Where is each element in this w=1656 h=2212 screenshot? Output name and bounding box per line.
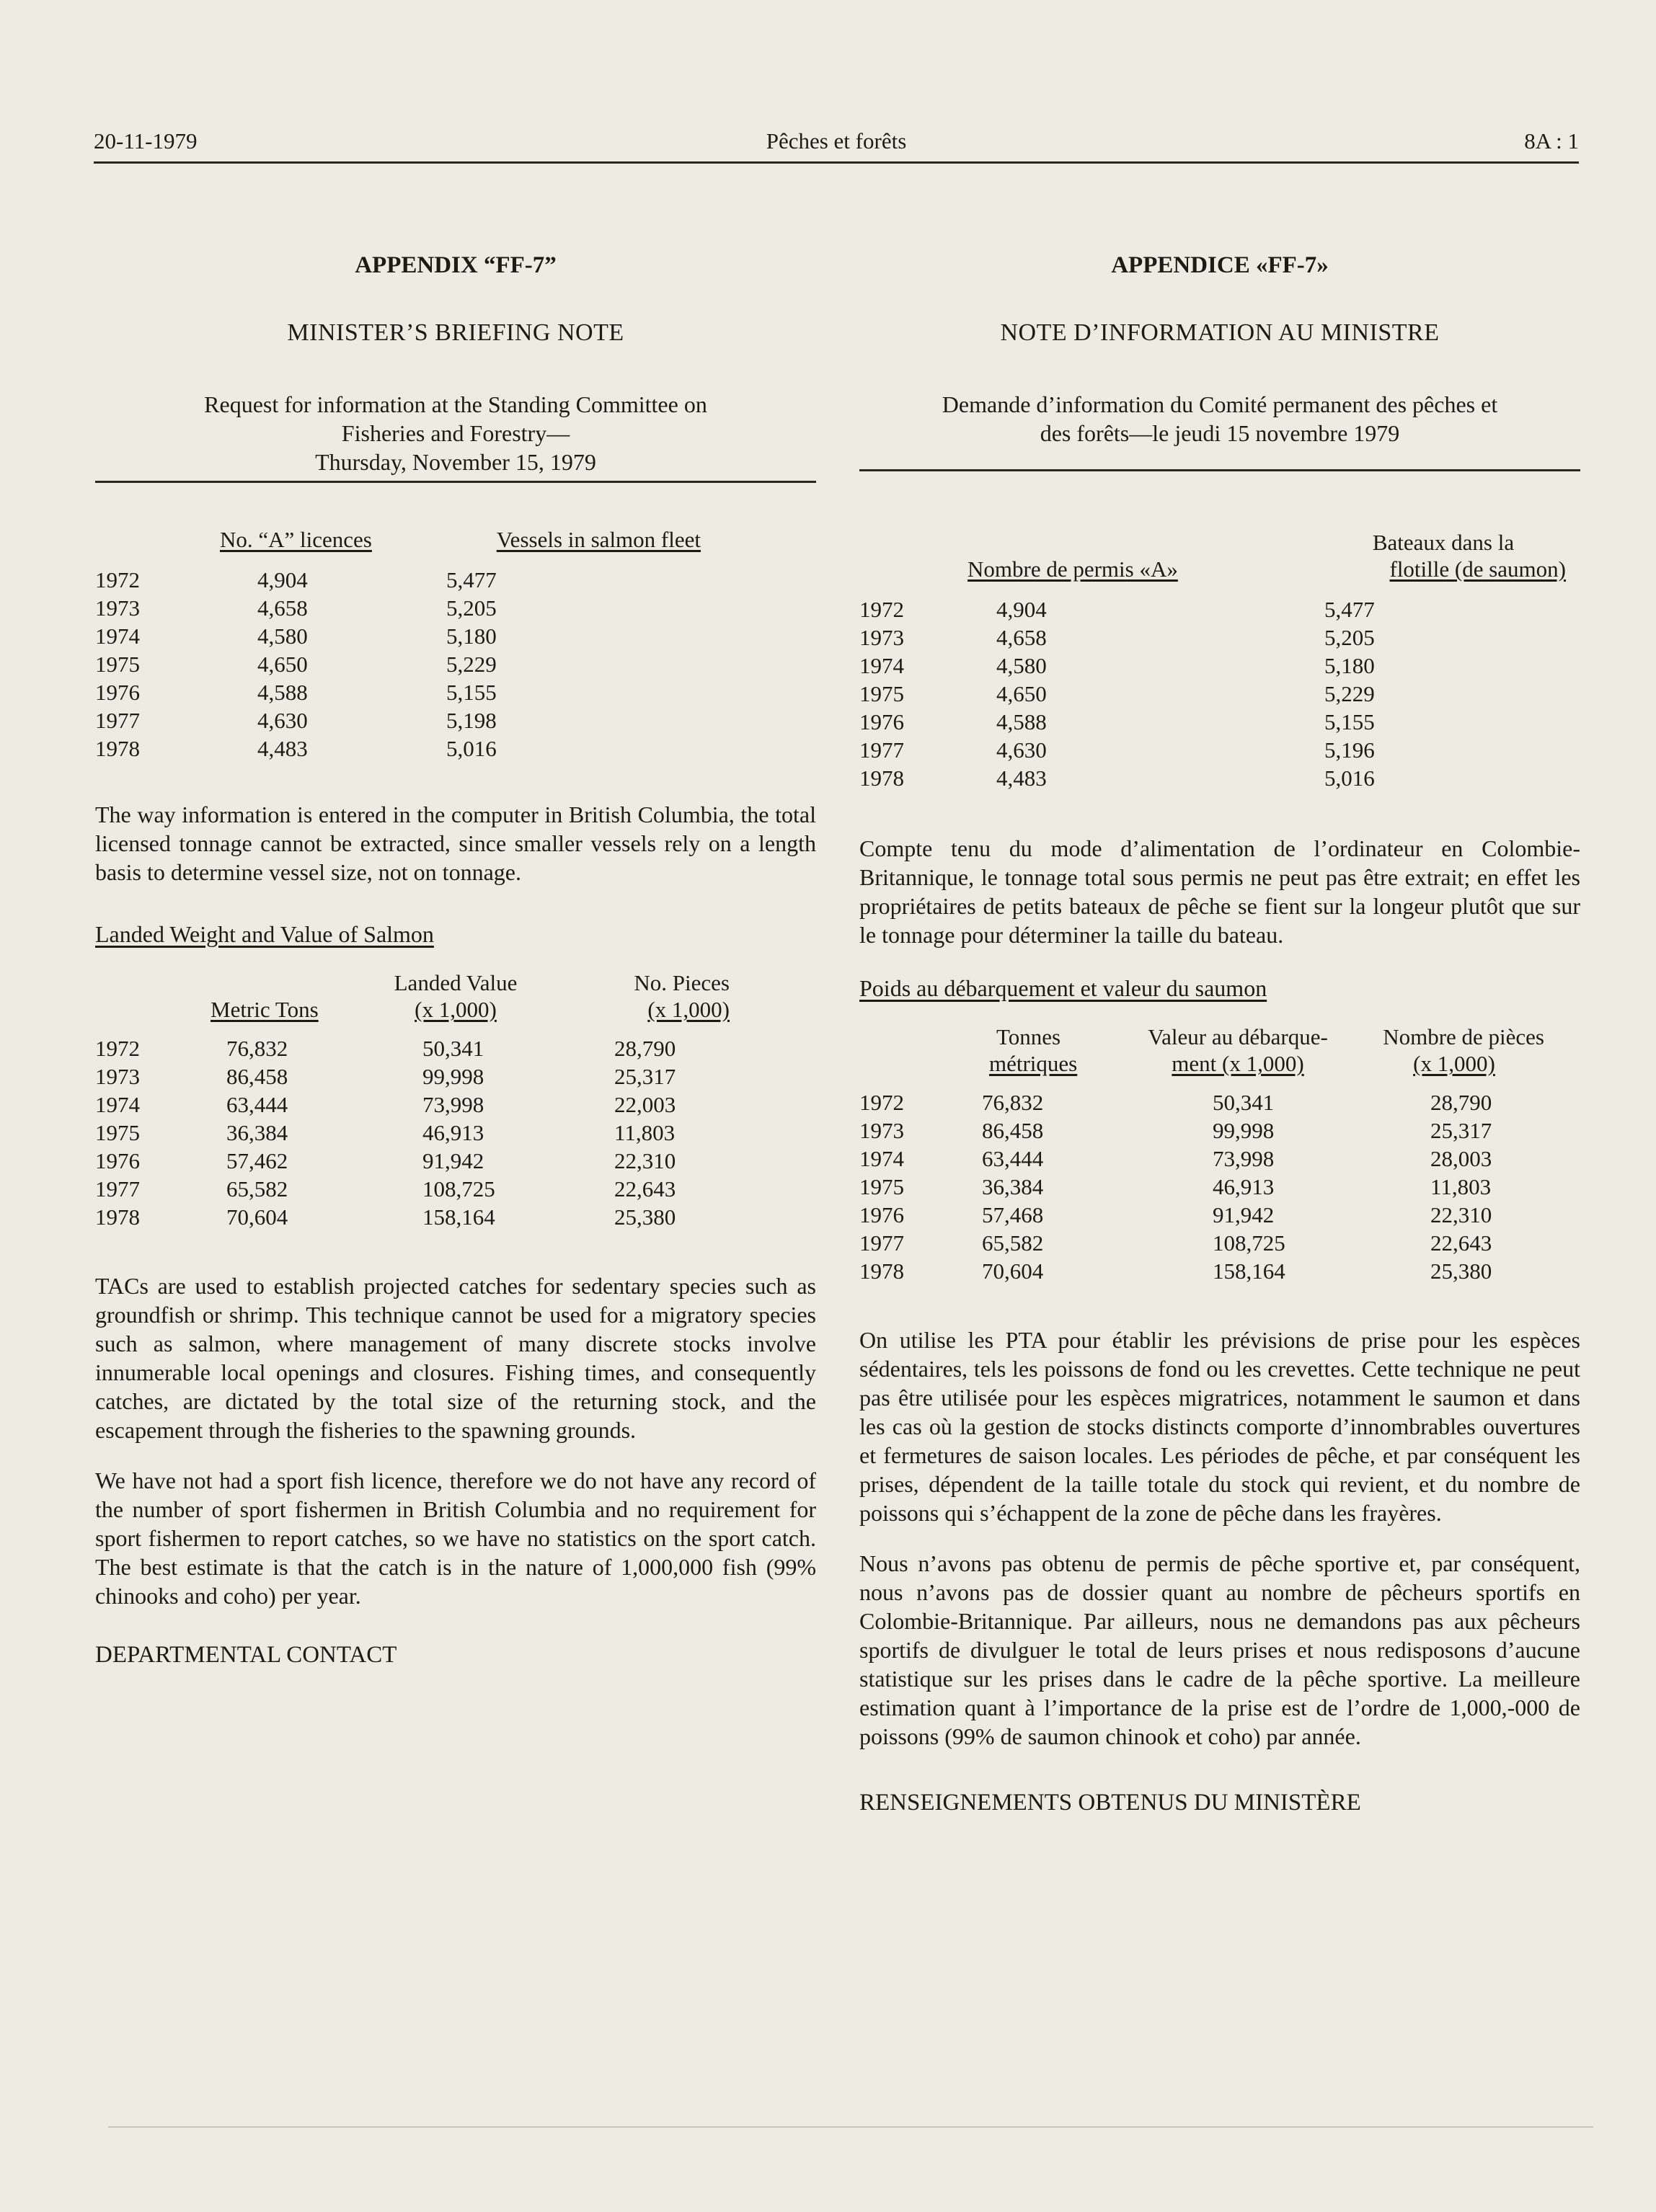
table-row [859, 595, 1566, 623]
year-cell: 1976 [95, 680, 140, 705]
landed-table [95, 969, 751, 1231]
tons-cell: 70,604 [226, 1204, 288, 1230]
pieces-cell: 25,380 [1430, 1258, 1492, 1284]
licences-cell: 4,580 [257, 623, 308, 649]
year-cell: 1975 [859, 1174, 904, 1199]
english-column [95, 252, 816, 1669]
paragraph-tonnage: The way information is entered in the computer in British Columbia, the total licensed tonnage cannot be extracted, since smaller vessels rely on a length basis to determine vessel size, not on tonnage. [95, 801, 816, 885]
licences-cell: 4,588 [257, 680, 308, 705]
request-line: des forêts—le jeudi 15 novembre 1979 [1040, 420, 1400, 446]
bateaux-cell: 5,477 [1324, 597, 1375, 622]
table-row [95, 1091, 751, 1119]
licences-cell: 4,630 [257, 708, 308, 733]
year-cell: 1976 [859, 709, 904, 734]
page-header [94, 124, 1579, 164]
tons-cell: 57,468 [982, 1202, 1044, 1227]
bateaux-cell: 5,016 [1324, 765, 1375, 791]
french-column [859, 252, 1580, 1816]
header-permis: Nombre de permis «A» [968, 556, 1178, 582]
landed-heading [95, 921, 816, 948]
landed-table [859, 1023, 1544, 1285]
briefing-title: NOTE D’INFORMATION AU MINISTRE [1000, 319, 1440, 346]
pieces-cell: 22,310 [1430, 1202, 1492, 1227]
departmental-contact: DEPARTMENTAL CONTACT [95, 1642, 397, 1668]
header-tonnes-line2: métriques [989, 1051, 1078, 1076]
table-row [95, 1062, 751, 1091]
table-header [1213, 529, 1566, 595]
licences-cell: 4,904 [257, 567, 308, 592]
table-row [859, 623, 1566, 652]
header-date: 20-11-1979 [94, 128, 198, 154]
vessels-cell: 5,180 [446, 623, 497, 649]
request-line: Request for information at the Standing Committee on [204, 391, 707, 417]
table-row [859, 1116, 1544, 1145]
paragraph-sport: Nous n’avons pas obtenu de permis de pêche sportive et, par conséquent, nous n’avons pas de dossier quant au nombre de pêcheurs sportifs en Colombie-Britannique. Par ailleurs, nous ne demandons pas aux pêcheurs sportifs de divulguer le total de leurs prises et nous redisposons d’aucune statistique sur les prises dans le cadre de la pêche sportive. La meilleure estimation quant à l’importance de la prise est de l’ordre de 1,000,-000 de poissons (99% de saumon chinook et coho) par année. [859, 1550, 1580, 1749]
departmental-contact: RENSEIGNEMENTS OBTENUS DU MINISTÈRE [859, 1790, 1361, 1816]
header-page-number: 8A : 1 [1524, 128, 1579, 154]
vessels-cell: 5,229 [446, 652, 497, 677]
table-row [95, 566, 701, 594]
table-header [982, 1023, 1112, 1088]
permis-cell: 4,650 [996, 681, 1047, 706]
year-cell: 1976 [95, 1148, 140, 1173]
paragraph-tonnage: Compte tenu du mode d’alimentation de l’ordinateur en Colombie-Britannique, le tonnage total sous permis ne peut pas être extrait; en effet les propriétaires de petits bateaux de pêche se fient sur la longeur plutôt que sur le tonnage pour déterminer la taille du bateau. [859, 835, 1580, 948]
permis-cell: 4,483 [996, 765, 1047, 791]
tons-cell: 70,604 [982, 1258, 1044, 1284]
year-cell: 1973 [859, 625, 904, 650]
value-cell: 158,164 [422, 1204, 495, 1230]
table-header [1364, 1023, 1544, 1088]
header-vessels: Vessels in salmon fleet [496, 527, 701, 552]
request-block [95, 390, 816, 483]
year-cell: 1972 [859, 597, 904, 622]
table-header-row [859, 1023, 1544, 1088]
table-row [859, 764, 1566, 792]
header-pieces-unit: (x 1,000) [647, 997, 730, 1022]
pieces-cell: 28,790 [1430, 1090, 1492, 1115]
value-cell: 99,998 [1213, 1118, 1275, 1143]
request-block [859, 390, 1580, 471]
table-row [859, 652, 1566, 680]
year-cell: 1972 [859, 1090, 904, 1115]
table-row [95, 650, 701, 678]
year-cell: 1976 [859, 1202, 904, 1227]
pieces-cell: 11,803 [1430, 1174, 1492, 1199]
value-cell: 99,998 [422, 1064, 484, 1089]
value-cell: 91,942 [1213, 1202, 1275, 1227]
tons-cell: 76,832 [982, 1090, 1044, 1115]
table-row [95, 1175, 751, 1203]
pieces-cell: 22,310 [614, 1148, 676, 1173]
year-cell: 1972 [95, 1036, 140, 1061]
table-header-year [95, 526, 239, 566]
bateaux-cell: 5,196 [1324, 737, 1375, 763]
pieces-cell: 25,317 [1430, 1118, 1492, 1143]
bateaux-cell: 5,205 [1324, 625, 1375, 650]
tons-cell: 65,582 [982, 1230, 1044, 1256]
table-row [95, 1203, 751, 1231]
paragraph-pta: On utilise les PTA pour établir les prévisions de prise pour les espèces sédentaires, tels les poissons de fond ou les crevettes. Cette technique ne peut pas être utilisée pour les espèces migratrices, notamment le saumon et dans les cas où la gestion de stocks distincts comporte d’innombrables ouvertures et fermetures de saison locales. Les périodes de pêche, et par conséquent les prises, dépendent de la taille totale du stock qui revient, et du nombre de poissons qui s’échappent de la zone de pêche dans les frayères. [859, 1327, 1580, 1526]
table-header-row [859, 529, 1566, 595]
briefing-title: MINISTER’S BRIEFING NOTE [287, 319, 624, 346]
year-cell: 1972 [95, 567, 140, 592]
table-row [859, 680, 1566, 708]
landed-heading-text: Poids au débarquement et valeur du saumon [859, 975, 1267, 1001]
tons-cell: 86,458 [226, 1064, 288, 1089]
request-line: Demande d’information du Comité permanent des pêches et [942, 391, 1498, 417]
table-header [968, 529, 1213, 595]
table-header [376, 526, 701, 566]
value-cell: 108,725 [422, 1176, 495, 1202]
year-cell: 1978 [859, 765, 904, 791]
table-row [95, 622, 701, 650]
header-tonnes: Tonnes [996, 1024, 1061, 1049]
header-title: Pêches et forêts [766, 128, 907, 154]
value-cell: 158,164 [1213, 1258, 1285, 1284]
year-cell: 1978 [95, 1204, 140, 1230]
request-line: Fisheries and Forestry— [341, 420, 570, 446]
licences-table [95, 526, 701, 763]
landed-heading-text: Landed Weight and Value of Salmon [95, 921, 434, 947]
pieces-cell: 22,003 [614, 1092, 676, 1117]
permis-cell: 4,904 [996, 597, 1047, 622]
header-bateaux-line2: flotille (de saumon) [1389, 556, 1566, 582]
tons-cell: 57,462 [226, 1148, 288, 1173]
table-header [1112, 1023, 1364, 1088]
tons-cell: 86,458 [982, 1118, 1044, 1143]
permis-cell: 4,658 [996, 625, 1047, 650]
bateaux-cell: 5,155 [1324, 709, 1375, 734]
year-cell: 1977 [95, 708, 140, 733]
table-row [859, 1088, 1544, 1116]
year-cell: 1975 [95, 1120, 140, 1145]
value-cell: 50,341 [422, 1036, 484, 1061]
year-cell: 1974 [95, 623, 140, 649]
landed-heading [859, 975, 1580, 1002]
header-metric-tons: Metric Tons [211, 997, 319, 1022]
vessels-cell: 5,016 [446, 736, 497, 761]
bateaux-cell: 5,229 [1324, 681, 1375, 706]
pieces-cell: 28,790 [614, 1036, 676, 1061]
table-header-year [859, 1023, 982, 1088]
year-cell: 1974 [95, 1092, 140, 1117]
table-row [95, 734, 701, 763]
permis-cell: 4,630 [996, 737, 1047, 763]
appendix-title: APPENDICE «FF-7» [1111, 252, 1329, 278]
table-header [220, 526, 376, 566]
year-cell: 1975 [859, 681, 904, 706]
value-cell: 73,998 [422, 1092, 484, 1117]
value-cell: 91,942 [422, 1148, 484, 1173]
permis-cell: 4,588 [996, 709, 1047, 734]
year-cell: 1978 [95, 736, 140, 761]
vessels-cell: 5,205 [446, 595, 497, 621]
header-bateaux: Bateaux dans la [1372, 530, 1515, 555]
table-header-year [95, 969, 211, 1034]
year-cell: 1974 [859, 1146, 904, 1171]
bottom-rule [108, 2126, 1593, 2128]
pieces-cell: 22,643 [614, 1176, 676, 1202]
header-pieces: Nombre de pièces [1383, 1024, 1544, 1049]
year-cell: 1974 [859, 653, 904, 678]
table-row [859, 1257, 1544, 1285]
tons-cell: 76,832 [226, 1036, 288, 1061]
header-pieces-unit: (x 1,000) [1413, 1051, 1495, 1076]
appendix-title: APPENDIX “FF-7” [355, 252, 557, 278]
header-landed-value-unit: (x 1,000) [415, 997, 497, 1022]
header-licences: No. “A” licences [220, 527, 372, 552]
licences-cell: 4,483 [257, 736, 308, 761]
value-cell: 50,341 [1213, 1090, 1275, 1115]
pieces-cell: 28,003 [1430, 1146, 1492, 1171]
header-landed-value: Landed Value [394, 970, 518, 995]
tons-cell: 63,444 [226, 1092, 288, 1117]
value-cell: 46,913 [1213, 1174, 1275, 1199]
paragraph-tacs: TACs are used to establish projected catches for sedentary species such as groundfish or shrimp. This technique cannot be used for a migratory species such as salmon, where management of many discrete stocks involve innumerable local openings and closures. Fishing times, and consequently catches, are dictated by the total size of the returning stock, and the escapement through the fisheries to the spawning grounds. [95, 1273, 816, 1443]
table-header-row [95, 526, 701, 566]
vessels-cell: 5,155 [446, 680, 497, 705]
table-row [859, 736, 1566, 764]
licences-cell: 4,658 [257, 595, 308, 621]
vessels-cell: 5,477 [446, 567, 497, 592]
table-row [859, 1229, 1544, 1257]
tons-cell: 36,384 [226, 1120, 288, 1145]
pieces-cell: 25,380 [614, 1204, 676, 1230]
table-row [95, 706, 701, 734]
table-header [535, 969, 751, 1034]
request-line: Thursday, November 15, 1979 [315, 449, 596, 475]
table-row [95, 1119, 751, 1147]
vessels-cell: 5,198 [446, 708, 497, 733]
permis-cell: 4,580 [996, 653, 1047, 678]
pieces-cell: 22,643 [1430, 1230, 1492, 1256]
licences-cell: 4,650 [257, 652, 308, 677]
table-row [95, 594, 701, 622]
year-cell: 1975 [95, 652, 140, 677]
pieces-cell: 25,317 [614, 1064, 676, 1089]
licences-table [859, 529, 1566, 792]
table-header [376, 969, 535, 1034]
table-row [859, 1173, 1544, 1201]
year-cell: 1978 [859, 1258, 904, 1284]
table-row [859, 708, 1566, 736]
table-header [211, 969, 376, 1034]
header-valeur: Valeur au débarque- [1148, 1024, 1328, 1049]
table-row [95, 1147, 751, 1175]
table-row [95, 1034, 751, 1062]
value-cell: 108,725 [1213, 1230, 1285, 1256]
year-cell: 1973 [95, 1064, 140, 1089]
value-cell: 46,913 [422, 1120, 484, 1145]
table-row [95, 678, 701, 706]
table-row [859, 1145, 1544, 1173]
header-valeur-line2: ment (x 1,000) [1172, 1051, 1304, 1076]
table-header-row [95, 969, 751, 1034]
year-cell: 1977 [859, 737, 904, 763]
tons-cell: 65,582 [226, 1176, 288, 1202]
table-row [859, 1201, 1544, 1229]
tons-cell: 63,444 [982, 1146, 1044, 1171]
year-cell: 1973 [859, 1118, 904, 1143]
year-cell: 1977 [859, 1230, 904, 1256]
header-pieces: No. Pieces [634, 970, 730, 995]
value-cell: 73,998 [1213, 1146, 1275, 1171]
paragraph-sport: We have not had a sport fish licence, therefore we do not have any record of the number of sport fishermen in British Columbia and no requirement for sport fishermen to report catches, so we have no statistics on the sport catch. The best estimate is that the catch is in the nature of 1,000,000 fish (99% chinooks and coho) per year. [95, 1467, 816, 1609]
bateaux-cell: 5,180 [1324, 653, 1375, 678]
year-cell: 1973 [95, 595, 140, 621]
pieces-cell: 11,803 [614, 1120, 676, 1145]
year-cell: 1977 [95, 1176, 140, 1202]
tons-cell: 36,384 [982, 1174, 1044, 1199]
